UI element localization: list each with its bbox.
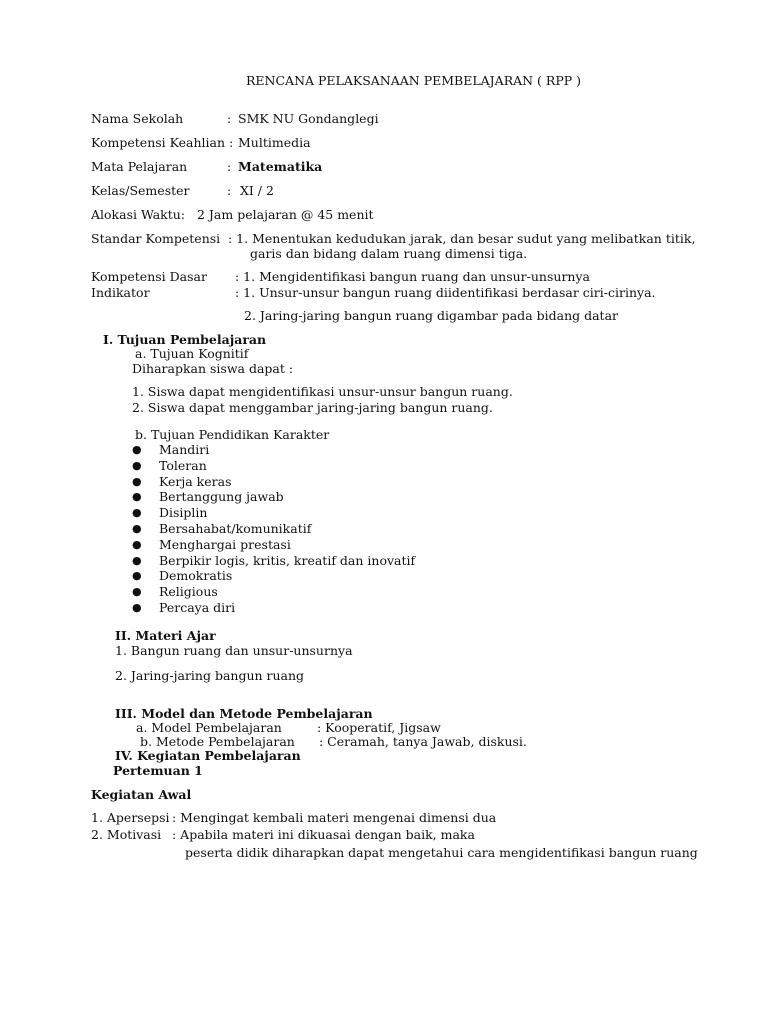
kelas-value: XI / 2 bbox=[240, 183, 274, 198]
model-b-label: b. Metode Pembelajaran bbox=[140, 734, 295, 749]
model-a-value: : Kooperatif, Jigsaw bbox=[317, 720, 441, 735]
bullet-icon: ● bbox=[132, 569, 142, 582]
karakter-item-label: Percaya diri bbox=[159, 600, 236, 615]
standar-line1: : 1. Menentukan kedudukan jarak, dan besar sudut yang melibatkan titik, bbox=[228, 231, 696, 246]
karakter-item-label: Bertanggung jawab bbox=[159, 489, 284, 504]
apersepsi-label: 1. Apersepsi bbox=[91, 810, 170, 825]
mata-pelajaran-sep: : bbox=[227, 159, 232, 174]
alokasi-label: Alokasi Waktu: bbox=[91, 207, 186, 222]
bullet-icon: ● bbox=[132, 443, 142, 456]
mata-pelajaran-value: Matematika bbox=[238, 159, 323, 174]
karakter-item-label: Disiplin bbox=[159, 505, 208, 520]
nama-sekolah-sep: : bbox=[227, 111, 232, 126]
motivasi-label: 2. Motivasi bbox=[91, 827, 162, 842]
model-b-value: : Ceramah, tanya Jawab, diskusi. bbox=[319, 734, 527, 749]
diharapkan-text: Diharapkan siswa dapat : bbox=[132, 361, 294, 376]
kognitif-item-1: 1. Siswa dapat mengidentifikasi unsur-unsur bangun ruang. bbox=[132, 384, 513, 399]
materi-item-1: 1. Bangun ruang dan unsur-unsurnya bbox=[115, 643, 353, 658]
bullet-icon: ● bbox=[132, 459, 142, 472]
standar-line2: garis dan bidang dalam ruang dimensi tiga. bbox=[250, 246, 528, 261]
bullet-icon: ● bbox=[132, 538, 142, 551]
bullet-icon: ● bbox=[132, 506, 142, 519]
kegiatan-awal-label: Kegiatan Awal bbox=[91, 787, 192, 802]
karakter-item-label: Religious bbox=[159, 584, 218, 599]
materi-heading: II. Materi Ajar bbox=[115, 628, 216, 643]
kompetensi-keahlian-label: Kompetensi Keahlian : bbox=[91, 135, 234, 150]
karakter-item-label: Demokratis bbox=[159, 568, 233, 583]
kelas-sep: : bbox=[227, 183, 232, 198]
kompetensi-keahlian-value: Multimedia bbox=[238, 135, 311, 150]
model-a-label: a. Model Pembelajaran bbox=[136, 720, 282, 735]
motivasi-line2: peserta didik diharapkan dapat mengetahui cara mengidentifikasi bangun ruang bbox=[185, 845, 698, 860]
model-heading: III. Model dan Metode Pembelajaran bbox=[115, 706, 373, 721]
apersepsi-value: : Mengingat kembali materi mengenai dimensi dua bbox=[172, 810, 497, 825]
kelas-label: Kelas/Semester bbox=[91, 183, 190, 198]
kognitif-item-2: 2. Siswa dapat menggambar jaring-jaring bangun ruang. bbox=[132, 400, 493, 415]
indikator-label: Indikator bbox=[91, 285, 150, 300]
indikator-item2: 2. Jaring-jaring bangun ruang digambar pada bidang datar bbox=[244, 308, 618, 323]
indikator-item1: : 1. Unsur-unsur bangun ruang diidentifikasi berdasar ciri-cirinya. bbox=[235, 285, 656, 300]
karakter-item-label: Toleran bbox=[159, 458, 207, 473]
karakter-item-label: Menghargai prestasi bbox=[159, 537, 291, 552]
tujuan-heading: I. Tujuan Pembelajaran bbox=[103, 332, 267, 347]
nama-sekolah-label: Nama Sekolah bbox=[91, 111, 184, 126]
bullet-icon: ● bbox=[132, 475, 142, 488]
bullet-icon: ● bbox=[132, 601, 142, 614]
motivasi-value: : Apabila materi ini dikuasai dengan baik, maka bbox=[172, 827, 475, 842]
alokasi-value: 2 Jam pelajaran @ 45 menit bbox=[197, 207, 374, 222]
mata-pelajaran-label: Mata Pelajaran bbox=[91, 159, 188, 174]
kompetensi-dasar-value: : 1. Mengidentifikasi bangun ruang dan unsur-unsurnya bbox=[235, 269, 590, 284]
kompetensi-dasar-label: Kompetensi Dasar bbox=[91, 269, 207, 284]
standar-label: Standar Kompetensi bbox=[91, 231, 221, 246]
karakter-item-label: Kerja keras bbox=[159, 474, 232, 489]
bullet-icon: ● bbox=[132, 585, 142, 598]
karakter-item-label: Bersahabat/komunikatif bbox=[159, 521, 312, 536]
pertemuan-label: Pertemuan 1 bbox=[113, 763, 203, 778]
bullet-icon: ● bbox=[132, 522, 142, 535]
page-title: RENCANA PELAKSANAAN PEMBELAJARAN ( RPP ) bbox=[246, 73, 581, 88]
bullet-icon: ● bbox=[132, 554, 142, 567]
kegiatan-heading: IV. Kegiatan Pembelajaran bbox=[115, 748, 301, 763]
nama-sekolah-value: SMK NU Gondanglegi bbox=[238, 111, 379, 126]
bullet-icon: ● bbox=[132, 490, 142, 503]
karakter-item-label: Berpikir logis, kritis, kreatif dan inovatif bbox=[159, 553, 416, 568]
kognitif-title: a. Tujuan Kognitif bbox=[135, 346, 249, 361]
karakter-item-label: Mandiri bbox=[159, 442, 210, 457]
karakter-title: b. Tujuan Pendidikan Karakter bbox=[135, 427, 330, 442]
materi-item-2: 2. Jaring-jaring bangun ruang bbox=[115, 668, 305, 683]
